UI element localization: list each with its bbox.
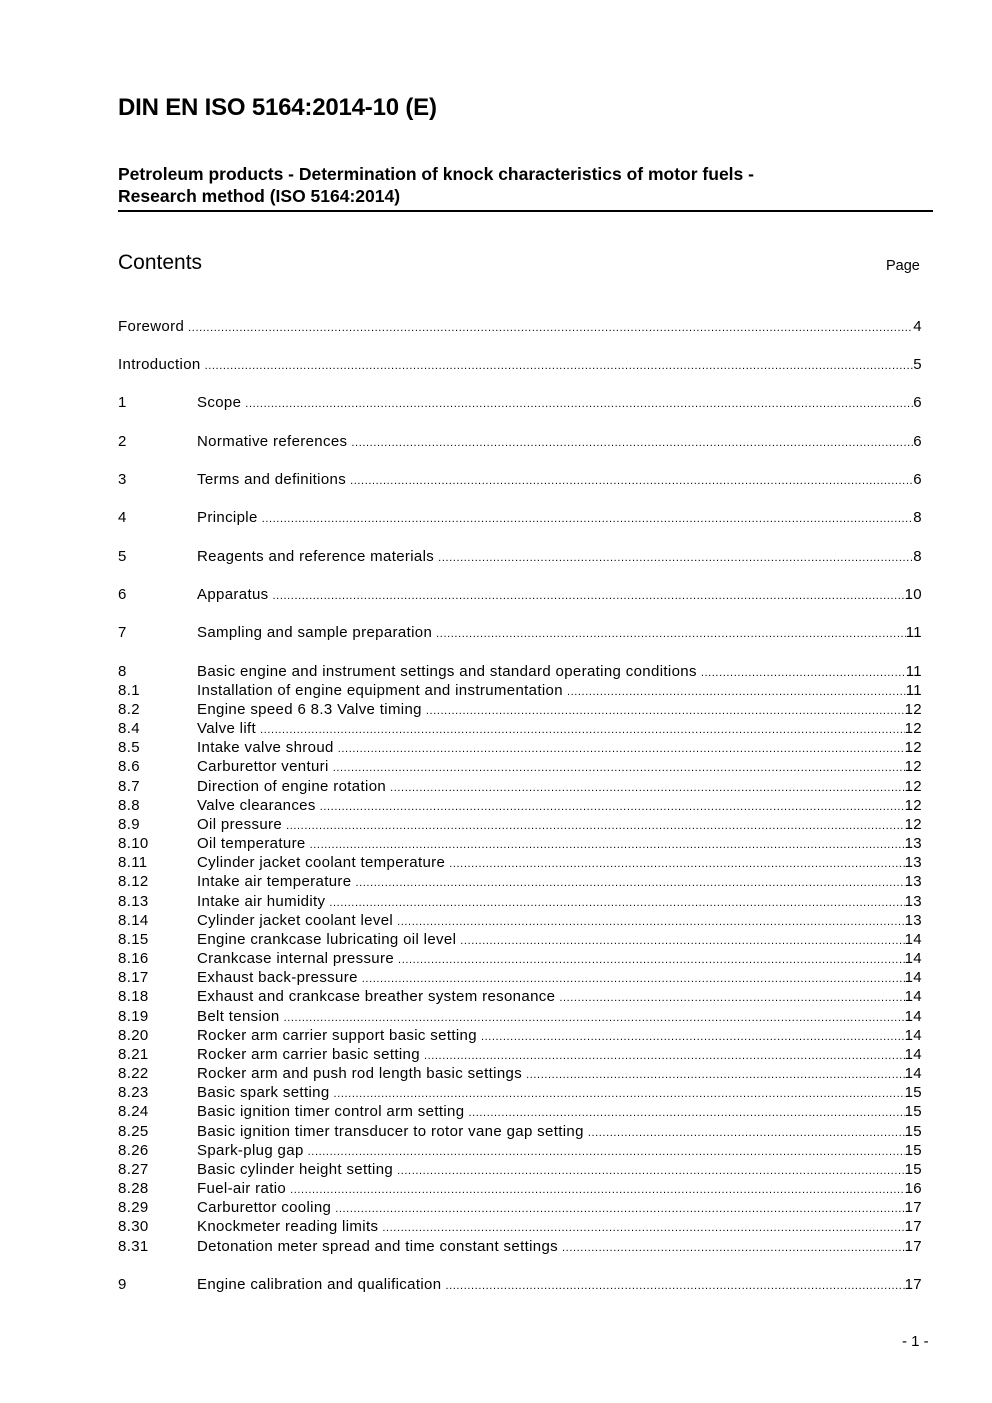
toc-entry-title: Rocker arm carrier support basic setting: [197, 1027, 477, 1044]
toc-entry[interactable]: [118, 1102, 922, 1121]
toc-entry-title: Installation of engine equipment and instrumentation: [197, 682, 563, 699]
toc-entry-page: 13: [904, 893, 922, 910]
toc-entry-number: 8.1: [118, 682, 140, 699]
toc-entry-title: Direction of engine rotation: [197, 778, 387, 795]
toc-entry-title: Carburettor venturi: [197, 758, 329, 775]
toc-entry-page: 14: [904, 1008, 922, 1025]
toc-entry-number: 8.16: [118, 950, 149, 967]
toc-entry-number: 8.5: [118, 739, 140, 756]
toc-dot-leader: [468, 1104, 904, 1123]
toc-entry-number: 6: [118, 586, 127, 603]
toc-entry-page: 13: [904, 873, 922, 890]
toc-dot-leader: [559, 989, 904, 1008]
document-subtitle: [118, 163, 878, 207]
toc-entry-title: Intake air humidity: [197, 893, 326, 910]
toc-entry-title: Normative references: [197, 433, 348, 450]
toc-entry-number: 8.22: [118, 1065, 149, 1082]
toc-dot-leader: [205, 357, 914, 376]
toc-entry[interactable]: [118, 757, 922, 776]
toc-entry[interactable]: [118, 1026, 922, 1045]
toc-entry[interactable]: [118, 681, 922, 700]
toc-entry[interactable]: [118, 777, 922, 796]
toc-entry[interactable]: [118, 1217, 922, 1236]
toc-dot-leader: [382, 1219, 904, 1238]
toc-entry[interactable]: [118, 1045, 922, 1064]
toc-entry-page: 13: [904, 912, 922, 929]
toc-entry-page: 15: [904, 1161, 922, 1178]
toc-entry[interactable]: [118, 853, 922, 872]
toc-entry-page: 6: [913, 394, 922, 411]
toc-entry-title: Reagents and reference materials: [197, 548, 435, 565]
toc-entry[interactable]: [118, 719, 922, 738]
toc-entry-title: Foreword: [118, 318, 185, 335]
toc-entry-number: 8.28: [118, 1180, 149, 1197]
toc-dot-leader: [188, 319, 913, 338]
toc-entry[interactable]: [118, 1064, 922, 1083]
toc-entry[interactable]: [118, 585, 922, 604]
toc-entry-number: 8.15: [118, 931, 149, 948]
toc-entry-number: 8.25: [118, 1123, 149, 1140]
toc-entry-title: Carburettor cooling: [197, 1199, 332, 1216]
toc-entry-page: 17: [904, 1218, 922, 1235]
toc-dot-leader: [245, 395, 913, 414]
toc-entry-page: 16: [904, 1180, 922, 1197]
toc-entry[interactable]: [118, 623, 922, 642]
toc-entry-page: 11: [905, 682, 922, 699]
toc-entry-page: 6: [913, 471, 922, 488]
toc-entry[interactable]: [118, 796, 922, 815]
toc-entry-number: 4: [118, 509, 127, 526]
toc-entry-page: 12: [904, 720, 922, 737]
toc-entry[interactable]: [118, 317, 922, 336]
page-column-heading: Page: [886, 258, 920, 274]
toc-entry[interactable]: [118, 508, 922, 527]
toc-dot-leader: [436, 625, 906, 644]
toc-entry-title: Valve lift: [197, 720, 257, 737]
toc-entry[interactable]: [118, 1198, 922, 1217]
toc-entry-number: 1: [118, 394, 127, 411]
toc-entry-number: 5: [118, 548, 127, 565]
toc-entry-page: 14: [904, 1027, 922, 1044]
toc-entry[interactable]: [118, 738, 922, 757]
toc-entry-number: 8.2: [118, 701, 140, 718]
toc-entry-page: 12: [904, 758, 922, 775]
toc-entry-title: Engine calibration and qualification: [197, 1276, 442, 1293]
toc-entry-number: 8.29: [118, 1199, 149, 1216]
toc-entry-page: 14: [904, 969, 922, 986]
toc-entry-number: 8.17: [118, 969, 149, 986]
toc-entry-number: 3: [118, 471, 127, 488]
toc-entry[interactable]: [118, 834, 922, 853]
toc-entry[interactable]: [118, 432, 922, 451]
toc-entry[interactable]: [118, 700, 922, 719]
toc-entry-title: Sampling and sample preparation: [197, 624, 433, 641]
toc-entry-number: 9: [118, 1276, 127, 1293]
toc-dot-leader: [351, 434, 913, 453]
toc-entry-page: 13: [904, 854, 922, 871]
toc-entry-page: 12: [904, 778, 922, 795]
toc-entry[interactable]: [118, 872, 922, 891]
toc-entry-page: 8: [913, 548, 922, 565]
toc-entry[interactable]: [118, 949, 922, 968]
toc-entry-number: 8.20: [118, 1027, 149, 1044]
toc-entry-title: Engine speed 6 8.3 Valve timing: [197, 701, 422, 718]
toc-entry-title: Intake air temperature: [197, 873, 352, 890]
toc-entry[interactable]: [118, 911, 922, 930]
toc-entry[interactable]: [118, 892, 922, 911]
toc-entry-number: 8.6: [118, 758, 140, 775]
toc-entry-page: 14: [904, 1065, 922, 1082]
toc-entry[interactable]: [118, 1007, 922, 1026]
toc-entry-title: Basic ignition timer transducer to rotor vane gap setting: [197, 1123, 584, 1140]
toc-entry-title: Oil pressure: [197, 816, 283, 833]
toc-entry-page: 11: [905, 663, 922, 680]
toc-entry[interactable]: [118, 662, 922, 681]
toc-entry-number: 8.21: [118, 1046, 149, 1063]
toc-entry-page: 12: [904, 701, 922, 718]
toc-entry-title: Rocker arm and push rod length basic settings: [197, 1065, 523, 1082]
toc-entry-title: Apparatus: [197, 586, 269, 603]
toc-entry-page: 6: [913, 433, 922, 450]
toc-dot-leader: [562, 1239, 905, 1258]
toc-entry[interactable]: [118, 1160, 922, 1179]
toc-entry-number: 8.14: [118, 912, 149, 929]
toc-entry[interactable]: [118, 1083, 922, 1102]
toc-entry-title: Exhaust and crankcase breather system resonance: [197, 988, 556, 1005]
toc-entry[interactable]: [118, 1179, 922, 1198]
toc-entry-title: Detonation meter spread and time constant settings: [197, 1238, 559, 1255]
toc-entry-page: 14: [904, 950, 922, 967]
toc-entry[interactable]: [118, 1122, 922, 1141]
toc-entry-number: 7: [118, 624, 127, 641]
toc-entry-page: 14: [904, 988, 922, 1005]
toc-entry-page: 15: [904, 1142, 922, 1159]
toc-entry-number: 8.7: [118, 778, 140, 795]
toc-entry-title: Basic spark setting: [197, 1084, 330, 1101]
toc-dot-leader: [273, 587, 905, 606]
toc-entry-page: 17: [904, 1276, 922, 1293]
toc-entry-page: 17: [904, 1238, 922, 1255]
toc-entry-page: 5: [913, 356, 922, 373]
toc-dot-leader: [438, 549, 913, 568]
toc-entry-number: 8.30: [118, 1218, 149, 1235]
toc-entry-title: Fuel-air ratio: [197, 1180, 287, 1197]
toc-dot-leader: [355, 874, 904, 893]
toc-entry-page: 12: [904, 797, 922, 814]
toc-entry-number: 8.13: [118, 893, 149, 910]
toc-entry[interactable]: [118, 470, 922, 489]
toc-entry[interactable]: [118, 968, 922, 987]
toc-entry[interactable]: [118, 355, 922, 374]
toc-entry-page: 14: [904, 1046, 922, 1063]
toc-entry-page: 12: [904, 816, 922, 833]
toc-entry[interactable]: [118, 815, 922, 834]
toc-dot-leader: [445, 1277, 904, 1296]
title-rule: [118, 210, 933, 212]
toc-entry-title: Rocker arm carrier basic setting: [197, 1046, 420, 1063]
toc-entry-page: 17: [904, 1199, 922, 1216]
toc-entry[interactable]: [118, 1237, 922, 1256]
toc-entry-title: Principle: [197, 509, 258, 526]
toc-entry-page: 13: [904, 835, 922, 852]
toc-entry-page: 12: [904, 739, 922, 756]
toc-entry-title: Scope: [197, 394, 242, 411]
toc-entry-number: 8.11: [118, 854, 148, 871]
toc-entry-page: 8: [913, 509, 922, 526]
toc-entry-number: 8: [118, 663, 127, 680]
toc-entry-page: 15: [904, 1103, 922, 1120]
document-title: DIN EN ISO 5164:2014-10 (E): [118, 94, 437, 121]
toc-entry[interactable]: [118, 1275, 922, 1294]
toc-dot-leader: [350, 472, 913, 491]
toc-entry-number: 8.9: [118, 816, 140, 833]
toc-entry-number: 8.23: [118, 1084, 149, 1101]
toc-entry[interactable]: [118, 987, 922, 1006]
toc-entry-number: 8.10: [118, 835, 149, 852]
toc-entry-number: 2: [118, 433, 127, 450]
toc-entry-number: 8.27: [118, 1161, 149, 1178]
toc-entry-title: Terms and definitions: [197, 471, 347, 488]
toc-entry-page: 15: [904, 1123, 922, 1140]
toc-entry-title: Exhaust back-pressure: [197, 969, 358, 986]
toc-entry-page: 10: [904, 586, 922, 603]
toc-entry-page: 15: [904, 1084, 922, 1101]
subtitle-line-2: Research method (ISO 5164:2014): [118, 186, 401, 206]
toc-entry[interactable]: [118, 930, 922, 949]
toc-entry-number: 8.18: [118, 988, 149, 1005]
toc-entry-number: 8.31: [118, 1238, 149, 1255]
toc-entry-page: 11: [905, 624, 922, 641]
toc-entry-number: 8.4: [118, 720, 140, 737]
toc-entry[interactable]: [118, 547, 922, 566]
toc-entry-number: 8.19: [118, 1008, 149, 1025]
toc-dot-leader: [262, 510, 914, 529]
toc-entry-title: Basic cylinder height setting: [197, 1161, 394, 1178]
toc-dot-leader: [333, 759, 905, 778]
toc-entry-page: 14: [904, 931, 922, 948]
toc-entry-title: Cylinder jacket coolant level: [197, 912, 394, 929]
toc-entry-title: Crankcase internal pressure: [197, 950, 395, 967]
toc-entry-title: Oil temperature: [197, 835, 306, 852]
subtitle-line-1: Petroleum products - Determination of knock characteristics of motor fuels -: [118, 164, 754, 184]
toc-entry-number: 8.8: [118, 797, 140, 814]
page-number: - 1 -: [902, 1333, 929, 1350]
toc-entry-number: 8.26: [118, 1142, 149, 1159]
toc-entry-number: 8.24: [118, 1103, 149, 1120]
toc-entry-page: 4: [913, 318, 922, 335]
toc-entry-title: Introduction: [118, 356, 201, 373]
contents-heading: Contents: [118, 251, 203, 274]
toc-entry-title: Intake valve shroud: [197, 739, 334, 756]
toc-entry-title: Valve clearances: [197, 797, 316, 814]
toc-entry[interactable]: [118, 393, 922, 412]
toc-entry-number: 8.12: [118, 873, 149, 890]
toc-entry[interactable]: [118, 1141, 922, 1160]
toc-entry-title: Basic ignition timer control arm setting: [197, 1103, 465, 1120]
toc-entry-title: Cylinder jacket coolant temperature: [197, 854, 446, 871]
toc-entry-title: Belt tension: [197, 1008, 280, 1025]
toc-entry-title: Engine crankcase lubricating oil level: [197, 931, 457, 948]
toc-entry-title: Knockmeter reading limits: [197, 1218, 379, 1235]
toc-entry-title: Spark-plug gap: [197, 1142, 304, 1159]
toc-entry-title: Basic engine and instrument settings and standard operating conditions: [197, 663, 697, 680]
